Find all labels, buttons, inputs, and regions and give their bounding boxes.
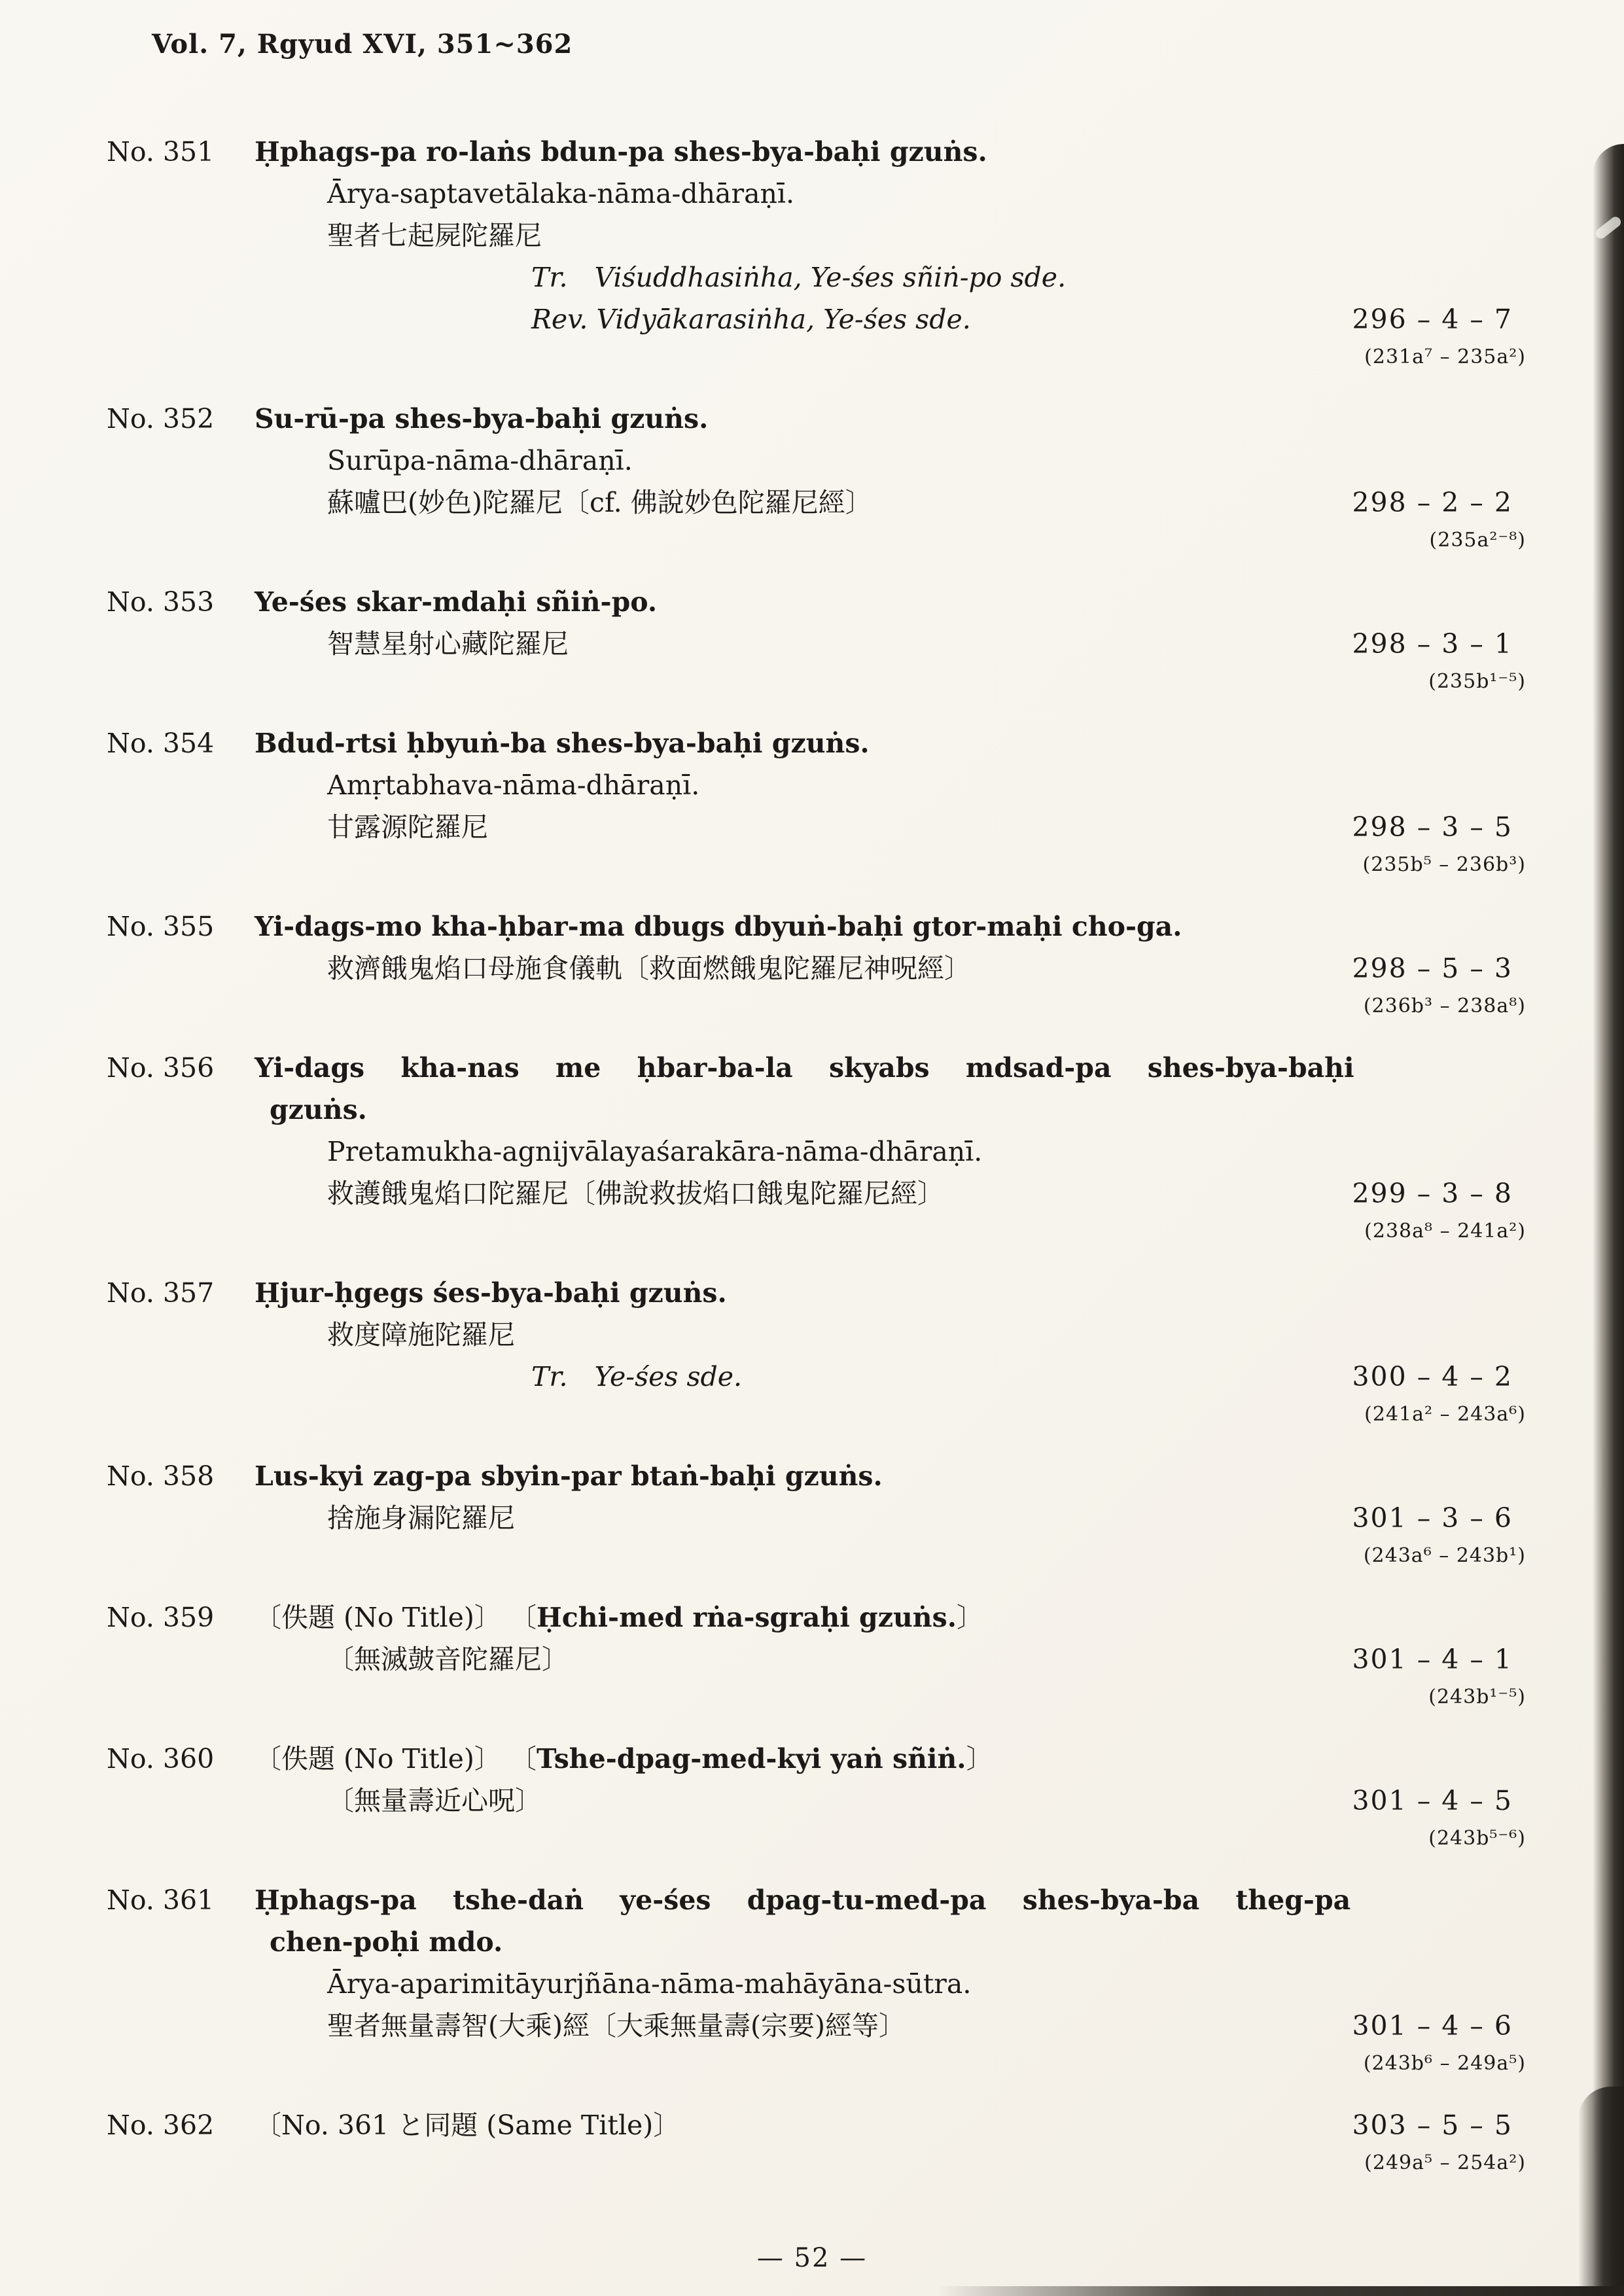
title-bracket-segment: 〕 <box>956 1602 983 1633</box>
entry-number: No. 353 <box>107 586 215 618</box>
entry-title <box>255 1455 883 1497</box>
entry-line <box>0 1921 1624 1963</box>
location-ref: 298 – 5 – 3 <box>1352 953 1513 984</box>
chinese-title: 蘇嚧巴(妙色)陀羅尼〔cf. 佛說妙色陀羅尼經〕 <box>327 487 872 518</box>
folio-ref: (243b⁶ – 249a⁵) <box>1363 2052 1526 2075</box>
entry-number: No. 351 <box>107 136 215 168</box>
entry-title <box>255 131 987 173</box>
entry-head-row <box>0 398 1624 440</box>
title-tibetan-segment: Bdud-rtsi ḥbyuṅ-ba shes-bya-baḥi gzuṅs. <box>255 728 870 759</box>
folio-ref: (238a⁸ – 241a²) <box>1364 1220 1526 1243</box>
chinese-title: 聖者七起屍陀羅尼 <box>327 220 542 251</box>
entry-title <box>255 1272 727 1314</box>
entry-head-row <box>0 1738 1624 1780</box>
title-tibetan-segment: Ye-śes skar-mdaḥi sñiṅ-po. <box>255 586 658 618</box>
entry-head-row <box>0 131 1624 173</box>
chinese-title: 智慧星射心藏陀羅尼 <box>327 628 569 660</box>
catalog-entry <box>0 1047 1624 1248</box>
entry-head-row <box>0 722 1624 764</box>
location-ref: 299 – 3 – 8 <box>1352 1178 1513 1209</box>
entry-line <box>0 256 1624 298</box>
catalog-entry <box>0 722 1624 882</box>
entry-line <box>0 1173 1624 1214</box>
title-tibetan-segment: Tshe-dpag-med-kyi yaṅ sñiṅ. <box>536 1743 966 1775</box>
title-bracket-segment: 〕 <box>966 1743 993 1775</box>
chinese-title: 〔無滅皷音陀羅尼〕 <box>327 1644 569 1675</box>
sanskrit-title: Ārya-aparimitāyurjñāna-nāma-mahāyāna-sūtra. <box>327 1968 972 2000</box>
entry-title <box>255 1597 983 1638</box>
entry-title <box>255 581 657 623</box>
entry-number: No. 357 <box>107 1277 215 1309</box>
location-ref: 298 – 2 – 2 <box>1352 487 1513 518</box>
title-tibetan-segment: Su-rū-pa shes-bya-baḥi gzuṅs. <box>255 403 709 434</box>
folio-ref: (235a²⁻⁸) <box>1429 529 1526 552</box>
folio-ref: (231a⁷ – 235a²) <box>1364 345 1526 368</box>
entry-number: No. 355 <box>107 911 215 942</box>
entry-line <box>0 440 1624 482</box>
bottom-edge-shadow <box>937 2286 1624 2296</box>
catalog-entry <box>0 2104 1624 2180</box>
entry-head-row <box>0 581 1624 623</box>
sanskrit-title: Pretamukha-agnijvālayaśarakāra-nāma-dhāraṇī. <box>327 1136 983 1167</box>
entry-line <box>0 1497 1624 1539</box>
entry-line <box>0 623 1624 665</box>
entry-line <box>0 1780 1624 1822</box>
entry-title <box>255 1879 1350 1921</box>
entry-head-row <box>0 1879 1624 1921</box>
title-tibetan-segment: Yi-dags kha-nas me ḥbar-ba-la skyabs mdsad-pa shes-bya-baḥi <box>255 1052 1354 1084</box>
entry-line <box>0 173 1624 215</box>
folio-ref: (235b¹⁻⁵) <box>1428 670 1526 693</box>
chinese-title: 甘露源陀羅尼 <box>327 811 488 843</box>
folio-ref: (241a² – 243a⁶) <box>1364 1403 1526 1426</box>
entry-title <box>255 906 1182 947</box>
sanskrit-title: Surūpa-nāma-dhāraṇī. <box>327 445 633 476</box>
entry-number: No. 361 <box>107 1884 215 1916</box>
location-ref: 298 – 3 – 5 <box>1352 811 1513 843</box>
entry-line <box>0 482 1624 523</box>
entry-title <box>255 1738 993 1780</box>
location-ref: 296 – 4 – 7 <box>1352 304 1513 335</box>
catalog-entry <box>0 131 1624 374</box>
entry-line <box>0 1356 1624 1398</box>
catalog-entry <box>0 1738 1624 1856</box>
entry-line <box>0 1638 1624 1680</box>
catalog-entry <box>0 1597 1624 1714</box>
catalog-entries <box>0 131 1624 2204</box>
location-ref: 300 – 4 – 2 <box>1352 1361 1513 1392</box>
folio-ref: (249a⁵ – 254a²) <box>1364 2151 1526 2174</box>
title-bracket-segment: 〔No. 361 と同題 (Same Title)〕 <box>255 2110 680 2141</box>
entry-line <box>0 298 1624 340</box>
chinese-title: 捨施身漏陀羅尼 <box>327 1502 515 1534</box>
title-bracket-segment: 〔佚題 (No Title)〕 〔 <box>255 1743 537 1775</box>
folio-ref: (243b¹⁻⁵) <box>1428 1686 1526 1708</box>
title-tibetan-segment: Ḥphags-pa ro-laṅs bdun-pa shes-bya-baḥi gzuṅs. <box>255 136 987 168</box>
location-ref: 298 – 3 – 1 <box>1352 628 1513 660</box>
entry-number: No. 360 <box>107 1743 215 1775</box>
translator-line: Rev. Vidyākarasiṅha, Ye-śes sde. <box>531 304 971 335</box>
chinese-title: 〔無量壽近心呪〕 <box>327 1785 542 1816</box>
location-ref: 301 – 4 – 1 <box>1352 1644 1513 1675</box>
catalog-entry <box>0 398 1624 557</box>
entry-head-row <box>0 2104 1624 2146</box>
entry-line <box>0 806 1624 848</box>
chinese-title: 救濟餓鬼焰口母施食儀軌〔救面燃餓鬼陀羅尼神呪經〕 <box>327 953 971 984</box>
chinese-title: 救護餓鬼焰口陀羅尼〔佛說救拔焰口餓鬼陀羅尼經〕 <box>327 1178 944 1209</box>
sanskrit-title: Amṛtabhava-nāma-dhāraṇī. <box>327 769 700 801</box>
title-tibetan-segment: Ḥchi-med rṅa-sgraḥi gzuṅs. <box>536 1602 957 1633</box>
entry-number: No. 356 <box>107 1052 215 1084</box>
entry-head-row <box>0 1597 1624 1638</box>
location-ref: 301 – 3 – 6 <box>1352 1502 1513 1534</box>
chinese-title: 救度障施陀羅尼 <box>327 1319 515 1351</box>
entry-title-continuation: chen-poḥi mdo. <box>270 1926 503 1958</box>
translator-line: Tr. Ye-śes sde. <box>531 1361 743 1392</box>
entry-head-row <box>0 1047 1624 1089</box>
chinese-title: 聖者無量壽智(大乘)經〔大乘無量壽(宗要)經等〕 <box>327 2010 906 2041</box>
title-tibetan-segment: Ḥjur-ḥgegs śes-bya-baḥi gzuṅs. <box>255 1277 727 1309</box>
title-tibetan-segment: Lus-kyi zag-pa sbyin-par btaṅ-baḥi gzuṅs. <box>255 1460 883 1492</box>
folio-ref: (236b³ – 238a⁸) <box>1363 995 1526 1017</box>
corner-shadow-blotch <box>1578 2087 1624 2296</box>
entry-number: No. 359 <box>107 1602 215 1633</box>
catalog-entry <box>0 581 1624 699</box>
entry-title-continuation: gzuṅs. <box>270 1094 367 1125</box>
entry-title <box>255 398 708 440</box>
volume-header: Vol. 7, Rgyud XVI, 351~362 <box>152 29 573 60</box>
entry-title <box>255 1047 1354 1089</box>
entry-number: No. 362 <box>107 2110 215 2141</box>
location-ref: 301 – 4 – 6 <box>1352 2010 1513 2041</box>
entry-line <box>0 2005 1624 2047</box>
location-ref: 303 – 5 – 5 <box>1352 2110 1513 2141</box>
folio-ref: (243b⁵⁻⁶) <box>1428 1827 1526 1850</box>
entry-number: No. 358 <box>107 1460 215 1492</box>
entry-line <box>0 1131 1624 1173</box>
folio-ref: (235b⁵ – 236b³) <box>1362 853 1526 876</box>
entry-line <box>0 1089 1624 1131</box>
title-bracket-segment: 〔佚題 (No Title)〕 〔 <box>255 1602 537 1633</box>
title-tibetan-segment: Yi-dags-mo kha-ḥbar-ma dbugs dbyuṅ-baḥi gtor-maḥi cho-ga. <box>255 911 1182 942</box>
catalog-entry <box>0 906 1624 1023</box>
entry-line <box>0 764 1624 806</box>
folio-ref: (243a⁶ – 243b¹) <box>1363 1544 1526 1567</box>
entry-line <box>0 1314 1624 1356</box>
entry-number: No. 354 <box>107 728 215 759</box>
entry-head-row <box>0 1455 1624 1497</box>
edge-highlight-streak <box>1594 215 1623 241</box>
entry-title <box>255 722 870 764</box>
entry-line <box>0 1963 1624 2005</box>
entry-line <box>0 215 1624 256</box>
entry-head-row <box>0 906 1624 947</box>
translator-line: Tr. Viśuddhasiṅha, Ye-śes sñiṅ-po sde. <box>531 262 1067 293</box>
catalog-entry <box>0 1272 1624 1432</box>
location-ref: 301 – 4 – 5 <box>1352 1785 1513 1816</box>
catalog-entry <box>0 1455 1624 1573</box>
page-number: — 52 — <box>756 2243 868 2273</box>
sanskrit-title: Ārya-saptavetālaka-nāma-dhāraṇī. <box>327 178 795 209</box>
entry-number: No. 352 <box>107 403 215 434</box>
title-tibetan-segment: Ḥphags-pa tshe-daṅ ye-śes dpag-tu-med-pa shes-bya-ba theg-pa <box>255 1884 1351 1916</box>
catalog-entry <box>0 1879 1624 2081</box>
book-edge-shadow <box>1593 144 1624 2296</box>
entry-head-row <box>0 1272 1624 1314</box>
entry-line <box>0 947 1624 989</box>
entry-title <box>255 2104 680 2146</box>
